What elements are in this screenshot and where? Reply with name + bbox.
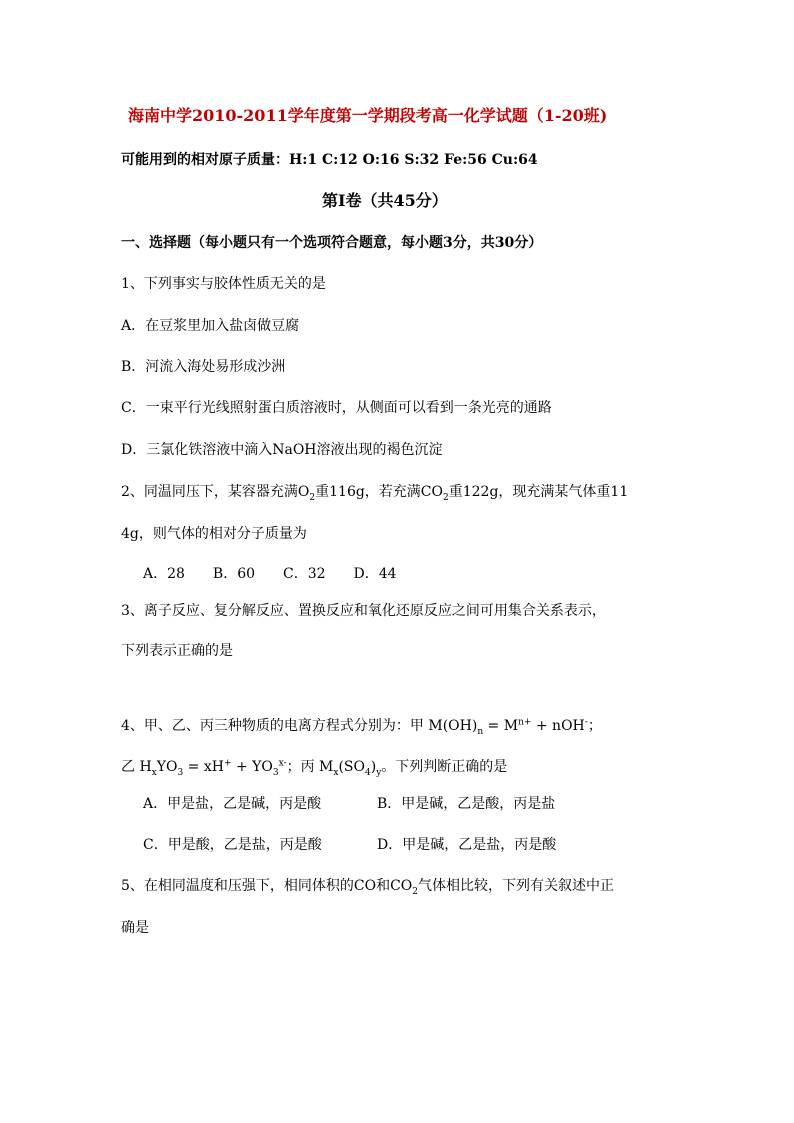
q4-l1-text-4: ； bbox=[587, 718, 602, 734]
q1-option-c: C．一束平行光线照射蛋白质溶液时，从侧面可以看到一条光亮的通路 bbox=[121, 400, 552, 416]
q3-stem-line1: 3、离子反应、复分解反应、置换反应和氧化还原反应之间可用集合关系表示， bbox=[121, 603, 606, 619]
atomic-masses: 可能用到的相对原子质量：H:1 C:12 O:16 S:32 Fe:56 Cu:64 bbox=[121, 152, 538, 168]
q4-l1-sub-n: n bbox=[477, 726, 484, 737]
q2-text-3: 重122g，现充满某气体重11 bbox=[448, 484, 629, 500]
q5-stem-line2: 确是 bbox=[121, 920, 149, 936]
q4-option-b: B．甲是碱，乙是酸，丙是盐 bbox=[377, 796, 556, 812]
q4-option-c: C．甲是酸，乙是盐，丙是酸 bbox=[143, 837, 322, 853]
q5-sub-1: 2 bbox=[412, 886, 419, 897]
section-title: 第Ⅰ卷（共45分） bbox=[322, 191, 448, 210]
q4-l2-text-8: 。下列判断正确的是 bbox=[381, 759, 508, 775]
part-heading: 一、选择题（每小题只有一个选项符合题意，每小题3分，共30分） bbox=[121, 235, 543, 251]
q4-l2-sup-x: x- bbox=[278, 758, 287, 769]
q2-sub-2: 2 bbox=[443, 492, 449, 503]
q3-stem-line2: 下列表示正确的是 bbox=[121, 643, 233, 659]
q2-stem-line2: 4g，则气体的相对分子质量为 bbox=[121, 526, 307, 542]
q2-text-2: 重116g，若充满CO bbox=[315, 484, 443, 500]
q4-l1-sup-minus: - bbox=[584, 717, 588, 728]
q4-options-row2 bbox=[143, 835, 556, 855]
q4-stem-line1 bbox=[121, 716, 602, 736]
q1-option-d: D．三氯化铁溶液中滴入NaOH溶液出现的褐色沉淀 bbox=[121, 442, 443, 458]
q4-l2-text-1: 乙 H bbox=[121, 759, 152, 775]
q4-l1-text-1: 4、甲、乙、丙三种物质的电离方程式分别为：甲 M(OH) bbox=[121, 718, 478, 734]
page-title: 海南中学2010-2011学年度第一学期段考高一化学试题（1-20班) bbox=[128, 106, 608, 125]
q2-stem-line1 bbox=[121, 482, 628, 502]
q4-l2-sub-3a: 3 bbox=[177, 767, 184, 778]
q2-sub-1: 2 bbox=[309, 492, 316, 503]
q4-l2-sub-4: 4 bbox=[364, 767, 371, 778]
q4-options-row1 bbox=[143, 794, 555, 814]
q4-l2-text-4: + YO bbox=[231, 759, 273, 775]
q4-l2-text-5: ；丙 M bbox=[286, 759, 334, 775]
q4-l2-sup-plus: + bbox=[223, 758, 232, 769]
q2-text-1: 2、同温同压下，某容器充满O bbox=[121, 484, 310, 500]
q4-l2-text-2: YO bbox=[156, 759, 178, 775]
q4-l1-text-2: = M bbox=[483, 718, 519, 734]
q4-stem-line2 bbox=[121, 757, 507, 777]
q4-l1-sup-n: n+ bbox=[518, 717, 532, 728]
q4-option-d: D．甲是碱，乙是盐，丙是酸 bbox=[377, 837, 557, 853]
q4-l2-sub-y: y bbox=[376, 767, 382, 778]
q2-options: A．28 B．60 C．32 D．44 bbox=[143, 566, 397, 582]
q4-l1-text-3: + nOH bbox=[531, 718, 585, 734]
q5-text-1: 5、在相同温度和压强下，相同体积的CO和CO bbox=[121, 878, 413, 894]
q4-l2-sub-x: x bbox=[151, 767, 157, 778]
q4-l2-sub-x2: x bbox=[333, 767, 339, 778]
q1-stem: 1、下列事实与胶体性质无关的是 bbox=[121, 276, 326, 292]
q4-option-a: A．甲是盐，乙是碱，丙是酸 bbox=[143, 796, 322, 812]
q5-text-2: 气体相比较，下列有关叙述中正 bbox=[418, 878, 615, 894]
q1-option-a: A．在豆浆里加入盐卤做豆腐 bbox=[121, 318, 300, 334]
q5-stem-line1 bbox=[121, 876, 614, 896]
q1-option-b: B．河流入海处易形成沙洲 bbox=[121, 359, 286, 375]
q4-l2-text-6: (SO bbox=[338, 759, 365, 775]
q4-l2-text-7: ) bbox=[370, 759, 377, 775]
q4-l2-sub-3b: 3 bbox=[272, 767, 279, 778]
q4-l2-text-3: = xH bbox=[183, 759, 224, 775]
